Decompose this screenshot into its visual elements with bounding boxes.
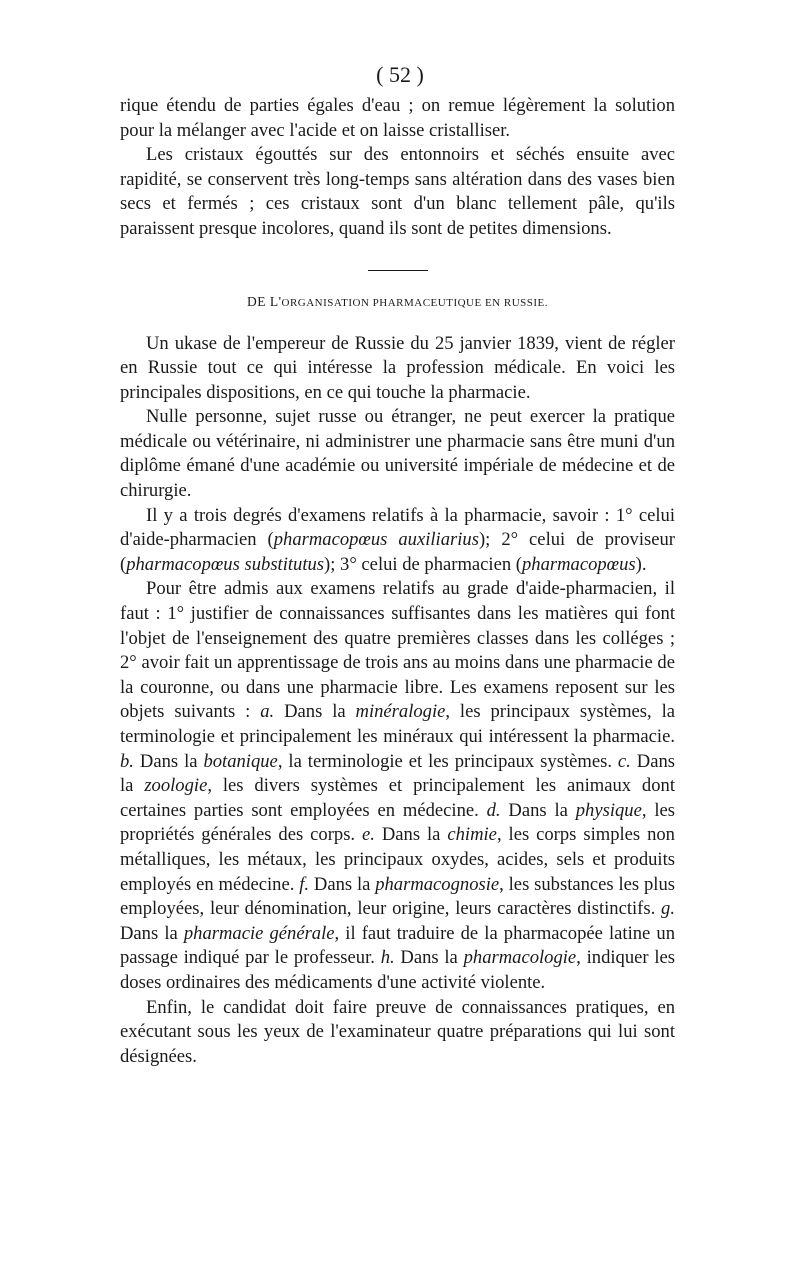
paragraph-exams: Pour être admis aux examens relatifs au grade d'aide-pharmacien, il faut : 1° justifier de connaissances suffisantes dans les matières qui font l'objet de l'enseignement des quatre premières classes dans les colléges ; 2° avoir fait un apprentissage de trois ans au moins dans une pharmacie de la couronne, ou dans une pharmacie libre. Les examens reposent sur les objets suivants : a. Dans la minéralogie, les principaux systèmes, la terminologie et principalement les minéraux qui intéressent la pharmacie. b. Dans la botanique, la terminologie et les principaux systèmes. c. Dans la zoologie, les divers systèmes et principalement les animaux dont certaines parties sont employées en médecine. d. Dans la physique, les propriétés générales des corps. e. Dans la chimie, les corps simples non métalliques, les métaux, les principaux oxydes, acides, sels et produits employés en médecine. f. Dans la pharmacognosie, les substances les plus employées, leur dénomination, leur origine, leurs caractères distinctifs. g. Dans la pharmacie générale, il faut traduire de la pharmacopée latine un passage indiqué par le professeur. h. Dans la pharmacologie, indiquer les doses ordinaires des médicaments d'une activité violente. <box>120 578 676 993</box>
latin-term: pharmacopœus auxiliarius <box>273 529 479 551</box>
subject-term: minéralogie <box>355 701 446 723</box>
section-divider <box>368 270 428 271</box>
latin-term: pharmacopœus <box>521 553 636 575</box>
list-letter: a. <box>260 701 275 723</box>
list-letter: d. <box>486 799 501 821</box>
list-letter: c. <box>617 750 631 772</box>
list-letter: h. <box>380 947 395 969</box>
list-letter: b. <box>120 750 134 772</box>
list-letter: f. <box>299 873 310 895</box>
intro-paragraph: Les cristaux égouttés sur des entonnoirs et séchés ensuite avec rapidité, se conservent très long-temps sans altération dans des vases bien secs et fermés ; ces cristaux sont d'un blanc tellement pâle, qu'ils paraissent presque incolores, quand ils sont de petites dimensions. <box>120 144 675 239</box>
subject-term: zoologie <box>144 775 208 797</box>
section-heading <box>120 290 675 316</box>
subject-term: pharmacie générale <box>183 922 335 944</box>
subject-term: chimie <box>447 824 497 846</box>
section-heading-title: ORGANISATION PHARMACEUTIQUE EN RUSSIE. <box>281 297 549 309</box>
list-letter: e. <box>362 824 375 846</box>
text-column <box>120 94 675 1069</box>
section-body <box>120 332 675 1070</box>
subject-term: pharmacognosie <box>375 873 500 895</box>
paragraph-practical: Enfin, le candidat doit faire preuve de connaissances pratiques, en exécutant sous les yeux de l'examinateur quatre préparations qui lui sont désignées. <box>120 996 675 1067</box>
latin-term: pharmacopœus substitutus <box>126 553 325 575</box>
section-heading-lead: DE L' <box>246 294 282 309</box>
page-number: ( 52 ) <box>376 62 424 87</box>
paragraph-diploma: Nulle personne, sujet russe ou étranger, ne peut exercer la pratique médicale ou vétérinaire, ni administrer une pharmacie sans être muni d'un diplôme émané d'une académie ou université impériale de médecine et de chirurgie. <box>120 406 675 502</box>
list-letter: g. <box>661 898 675 920</box>
subject-term: botanique <box>203 750 278 772</box>
subject-term: physique <box>575 799 642 821</box>
paragraph-degrees: Il y a trois degrés d'examens relatifs à la pharmacie, savoir : 1° celui d'aide-pharmacien (pharmacopœus auxiliarius); 2° celui de proviseur (pharmacopœus substitutus); 3° celui de pharmacien (pharmacopœus). <box>120 504 675 575</box>
paragraph-ukase: Un ukase de l'empereur de Russie du 25 janvier 1839, vient de régler en Russie tout ce qui intéresse la profession médicale. En voici les principales dispositions, en ce qui touche la pharmacie. <box>120 332 675 403</box>
intro-paragraph-continued: rique étendu de parties égales d'eau ; on remue légèrement la solution pour la mélanger avec l'acide et on laisse cristalliser. <box>120 95 675 141</box>
subject-term: pharmacologie <box>463 947 577 969</box>
